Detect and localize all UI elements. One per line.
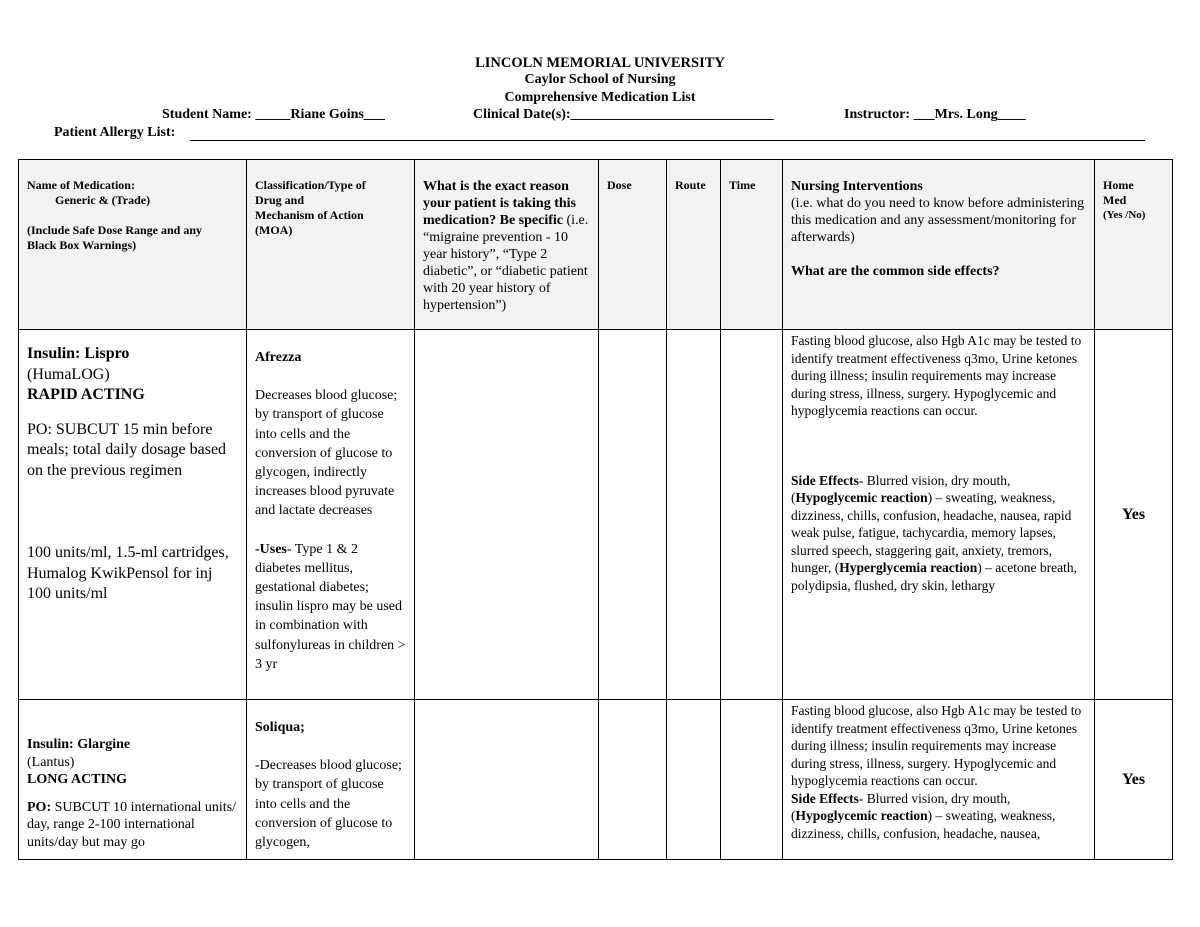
med-trade: (Lantus) [27,754,75,770]
side-effects-label: Side Effects [791,472,859,488]
col-reason-example: (i.e. “migraine prevention - 10 year history”, “Type 2 diabetic”, or “diabetic patient with 20 year history of hypertension”) [423,213,589,313]
clinical-date [473,107,774,123]
header-row [19,160,1173,330]
med-dose-range [27,799,238,852]
col-nursing-desc: (i.e. what do you need to know before administering this medication and any assessment/monitoring for afterwards) [791,196,1085,245]
col-header-home [1095,160,1173,330]
student-name-label: Student Name: [162,107,256,122]
side-effects-text [791,472,1086,595]
clinical-date-label: Clinical Date(s): [473,107,571,122]
allergy-input-line[interactable] [190,140,1145,141]
student-name [162,107,385,123]
col-header-dose: Dose [599,160,667,330]
col-home-line1: Home [1103,178,1134,192]
col-name-line1: Name of Medication: [27,178,135,192]
uses-text: - Type 1 & 2 diabetes mellitus, gestational diabetes; insulin lispro may be used in combination with sulfonylureas in children > 3 yr [255,541,406,672]
col-name-line3: (Include Safe Dose Range and any [27,223,203,237]
side-effects-part2: ) – sweating, weakness, dizziness, chills, confusion, headache, nausea, rapid weak pulse, fatigue, tachycardia, memory lapses, slurred speech, staggering gait, anxiety, tremors, hunger, ( [791,490,1072,575]
med-moa: -Decreases blood glucose; by transport of glucose into cells and the conversion of glucose to glycogen, [255,758,402,851]
col-header-name [19,160,247,330]
instructor [844,107,1026,123]
side-effects-part2: ) – sweating, weakness, dizziness, chills, confusion, headache, nausea, [791,808,1056,841]
table-row [19,330,1173,700]
med-name-cell[interactable] [19,330,247,700]
col-home-line3: (Yes /No) [1103,209,1146,221]
time-cell[interactable] [721,330,783,700]
dose-cell[interactable] [599,330,667,700]
table-row [19,700,1173,860]
dose-cell[interactable] [599,700,667,860]
route-cell[interactable] [667,700,721,860]
home-med-cell[interactable]: Yes [1095,700,1173,860]
col-class-line3: Mechanism of Action [255,208,364,222]
col-name-line4: Black Box Warnings) [27,238,137,252]
med-trade: (HumaLOG) [27,365,110,383]
home-med-cell[interactable]: Yes [1095,330,1173,700]
col-reason-question: What is the exact reason your patient is taking this medication? Be specific [423,179,576,228]
med-type: LONG ACTING [27,772,127,787]
medication-table [18,159,1173,860]
med-uses [255,540,406,674]
allergy-label: Patient Allergy List: [54,125,176,140]
classification-cell[interactable] [247,700,415,860]
med-name-cell[interactable] [19,700,247,860]
dose-label: PO: [27,799,52,815]
side-effects-part1: - Blurred vision, dry mouth, ( [791,790,1011,823]
med-class-name: Soliqua; [255,720,305,735]
side-effects-label: Side Effects [791,790,859,806]
med-forms: 100 units/ml, 1.5-ml cartridges, Humalog KwikPensol for inj 100 units/ml [27,544,229,602]
col-header-class [247,160,415,330]
col-header-nursing [783,160,1095,330]
med-generic: Insulin: Lispro [27,345,130,362]
reason-cell[interactable] [415,700,599,860]
hypoglycemic-label: Hypoglycemic reaction [795,490,928,505]
instructor-label: Instructor: [844,107,914,122]
med-class-name: Afrezza [255,350,302,365]
hypoglycemic-label: Hypoglycemic reaction [795,808,928,823]
school-name: Caylor School of Nursing [524,72,676,87]
form-title: Comprehensive Medication List [504,90,696,105]
med-type: RAPID ACTING [27,386,145,403]
nursing-cell[interactable] [783,330,1095,700]
hyperglycemia-label: Hyperglycemia reaction [839,560,978,575]
route-cell[interactable] [667,330,721,700]
side-effects-text [791,790,1086,843]
reason-cell[interactable] [415,330,599,700]
clinical-date-value[interactable]: _____________________________ [570,107,774,122]
col-header-time: Time [721,160,783,330]
nursing-text: Fasting blood glucose, also Hgb A1c may be tested to identify treatment effectiveness q3mo, Urine ketones during illness; insulin requirements may increase during stress, illness, surgery. Hypoglycemic and hypoglycemia reactions can occur. [791,333,1082,418]
dose-text: SUBCUT 10 international units/ day, range 2-100 international units/day but may go [27,799,236,850]
col-name-line2: Generic & (Trade) [55,193,151,207]
nursing-text: Fasting blood glucose, also Hgb A1c may be tested to identify treatment effectiveness q3mo, Urine ketones during illness; insulin requirements may increase during stress, illness, surgery. Hypoglycemic and hypoglycemia reactions can occur. [791,703,1082,788]
university-name: LINCOLN MEMORIAL UNIVERSITY [475,55,725,71]
col-nursing-side-effects: What are the common side effects? [791,264,1000,279]
med-dose-range: PO: SUBCUT 15 min before meals; total daily dosage based on the previous regimen [27,420,227,479]
med-generic: Insulin: Glargine [27,737,131,752]
uses-label: -Uses [255,541,287,557]
col-nursing-title: Nursing Interventions [791,179,923,194]
col-header-route: Route [667,160,721,330]
side-effects-part1: - Blurred vision, dry mouth, ( [791,472,1011,505]
med-moa: Decreases blood glucose; by transport of glucose into cells and the conversion of glucose to glycogen, indirectly increases blood pyruvate and lactate decreases [255,388,398,519]
instructor-value[interactable]: ___Mrs. Long____ [913,107,1026,122]
col-header-reason [415,160,599,330]
time-cell[interactable] [721,700,783,860]
col-home-line2: Med [1103,193,1127,207]
side-effects-part3: ) – acetone breath, polydipsia, flushed, dry skin, lethargy [791,560,1077,593]
student-name-value[interactable]: _____Riane Goins___ [255,107,385,122]
nursing-cell[interactable] [783,700,1095,860]
col-class-line1: Classification/Type of [255,178,366,192]
col-class-line4: (MOA) [255,223,293,237]
col-class-line2: Drug and [255,193,305,207]
classification-cell[interactable] [247,330,415,700]
